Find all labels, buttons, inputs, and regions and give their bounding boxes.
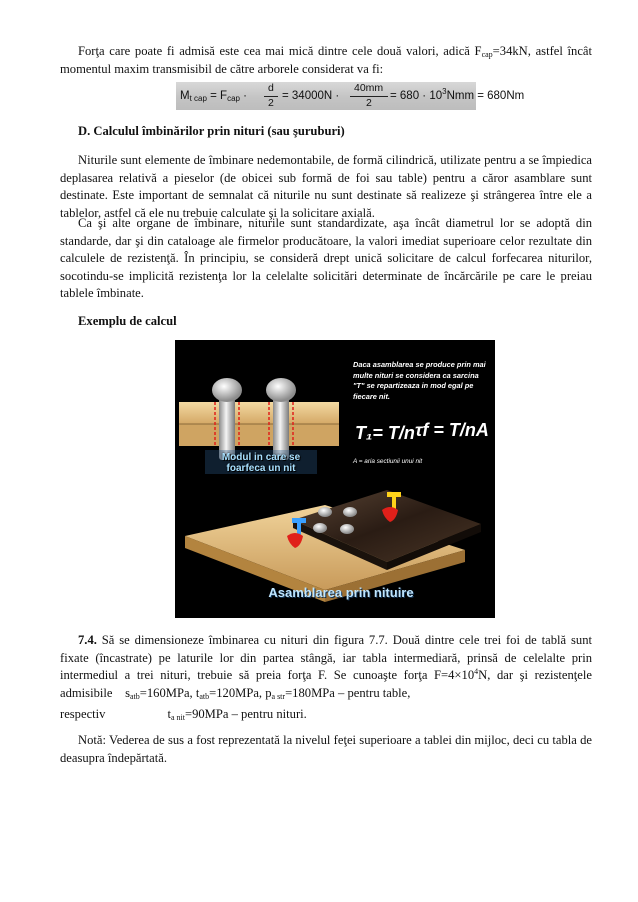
text: Să se dimensioneze îmbinarea cu nituri din figura 7.7. Două dintre cele trei foi de tablă sunt fixate (încastrate) pe laturile lor din partea stângă, iar tabla intermediară, prinsă de celelalte prin intermediul a trei nituri, trebuie să preia forţa F. Se cunoaşte forţa F=4×10 — [60, 633, 592, 683]
rivet-head — [318, 507, 332, 517]
figure-formula-t1: T₁= T/n — [355, 423, 415, 443]
figure-shear-label: Modul in care se foarfeca un nit — [221, 452, 301, 474]
subscript: a nit — [170, 713, 185, 722]
fraction-denominator: 2 — [268, 97, 274, 109]
text: =34kN, astfel încât momentul maxim transmisibil de către arborele considerat va fi: — [60, 44, 593, 76]
lower-board — [179, 424, 339, 446]
rivet-head — [313, 523, 327, 533]
superscript: 4 — [474, 667, 479, 677]
fraction-numerator: d — [268, 82, 274, 94]
figure-area-note: A = aria sectiunii unui nit — [353, 458, 423, 465]
figure-formula-tauf: τf = T/nA — [415, 420, 489, 440]
text: N, dar şi rezistenţele admisibile — [60, 668, 592, 700]
subscript: atb — [199, 691, 210, 701]
figure-note: Daca asamblarea se produce prin mai multe nituri se considera ca sarcina "T" se repartizeaza in mod egal pe fiecare nit. — [353, 360, 486, 401]
moment-formula — [176, 82, 525, 110]
text: Forţa care poate fi admisă este cea mai mică dintre cele două valori, adică F — [78, 44, 482, 58]
formula-lhs: $M_{t cap} = F_{cap}$ · — [180, 90, 248, 103]
upper-board — [179, 402, 339, 424]
subscript: cap — [481, 50, 493, 59]
text: respectiv — [60, 707, 106, 721]
paragraph-problem — [60, 632, 592, 702]
paragraph-note: Notă: Vederea de sus a fost reprezentată la nivelul feţei superioare a tablei din mijloc, deci cu tabla de deasupra îndepărtată. — [60, 733, 592, 765]
fraction-denominator: 2 — [366, 97, 372, 109]
text: =160MPa, t — [139, 685, 200, 700]
text: =90MPa – pentru nituri. — [184, 707, 307, 721]
rivet-head — [340, 524, 354, 534]
paragraph-rivets-standard: Ca şi alte organe de îmbinare, niturile sunt standardizate, aşa încât diametrul lor se adoptă din standarde, dar şi din cataloage ale firmelor producătoare, la valori imediat superioare celor rezultate din calculele de rezistenţă. În principiu, se consideră drept unică solicitare de calcul forfecarea niturilor, socotindu-se implicită rezistenţa lor la celelalte solicitări determinate de încărcările pe care le preiau tablele îmbinate. — [60, 216, 592, 301]
text: =120MPa, p — [209, 685, 272, 700]
figure-title: Asamblarea prin nituire — [268, 585, 414, 600]
paragraph-rivets-intro: Niturile sunt elemente de îmbinare nedemontabile, de formă cilindrică, utilizate pentru a se împiedica deplasarea relativă a pieselor (de obicei sub formă de foi sau table) pentru a căror asamblare sunt destinate. Este important de semnalat că niturile nu sunt destinate să realizeze şi strângerea între ele a tablelor, astfel că ele nu trebuie calculate şi la solicitare axială. — [60, 153, 592, 220]
fraction-numerator: 40mm — [354, 82, 384, 94]
paragraph-admissible-force — [60, 43, 592, 78]
formula-rhs: = $680 \cdot 10^3Nmm = 680Nm$ — [390, 87, 525, 102]
paragraph-rivet-stress — [60, 706, 592, 724]
problem-number: 7.4. — [78, 633, 97, 647]
text: t — [167, 707, 171, 721]
rivet-head-right — [266, 378, 296, 402]
formula-middle: = 34000N · — [282, 90, 340, 102]
rivet-head-left — [212, 378, 242, 402]
section-heading: D. Calculul îmbinărilor prin nituri (sau şuruburi) — [78, 124, 345, 138]
text: s — [125, 685, 130, 700]
subscript: atb — [129, 691, 140, 701]
text: =180MPa – pentru table, — [285, 685, 411, 700]
riveting-figure — [175, 340, 495, 618]
example-heading: Exemplu de calcul — [78, 314, 177, 328]
rivet-head — [343, 507, 357, 517]
subscript: a str — [271, 691, 286, 701]
